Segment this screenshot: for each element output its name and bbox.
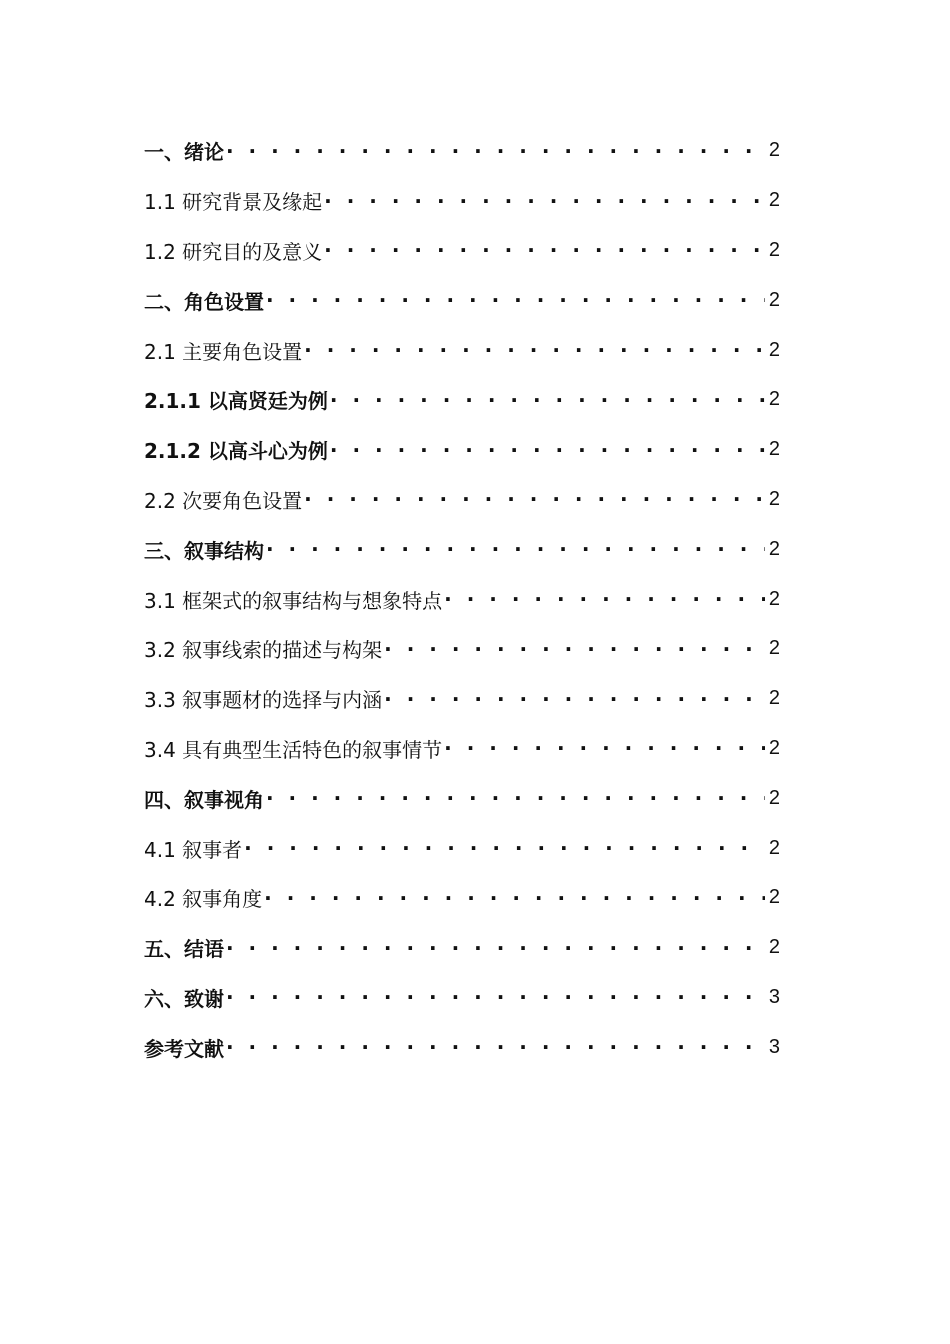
- toc-page-number: 2: [768, 687, 780, 710]
- toc-dot-leader: [266, 537, 765, 561]
- toc-entry[interactable]: [144, 773, 780, 823]
- toc-dot-leader: [324, 238, 765, 262]
- table-of-contents: [144, 126, 780, 1072]
- toc-entry[interactable]: [144, 275, 780, 325]
- toc-entry[interactable]: [144, 724, 780, 774]
- toc-entry[interactable]: [144, 574, 780, 624]
- toc-dot-leader: [226, 139, 765, 163]
- toc-page-number: 2: [768, 189, 780, 212]
- toc-page-number: 2: [768, 288, 780, 311]
- toc-page-number: 2: [768, 537, 780, 560]
- toc-entry[interactable]: [144, 873, 780, 923]
- toc-entry-title: 2.2 次要角色设置: [144, 488, 303, 513]
- toc-entry[interactable]: [144, 226, 780, 276]
- toc-entry[interactable]: [144, 325, 780, 375]
- toc-page-number: 2: [768, 388, 780, 411]
- toc-entry[interactable]: [144, 624, 780, 674]
- toc-dot-leader: [226, 936, 765, 960]
- toc-page-number: 3: [768, 1035, 780, 1058]
- toc-dot-leader: [444, 587, 765, 611]
- toc-dot-leader: [264, 886, 765, 910]
- toc-page-number: 2: [768, 338, 780, 361]
- toc-entry[interactable]: [144, 176, 780, 226]
- toc-dot-leader: [330, 388, 765, 412]
- toc-page-number: 2: [768, 487, 780, 510]
- toc-dot-leader: [244, 836, 765, 860]
- toc-entry-title: 四、叙事视角: [144, 787, 264, 812]
- toc-page-number: 2: [768, 637, 780, 660]
- toc-dot-leader: [324, 189, 765, 213]
- toc-entry-title: 三、叙事结构: [144, 538, 264, 563]
- toc-dot-leader: [330, 438, 765, 462]
- toc-page-number: 3: [768, 985, 780, 1008]
- toc-entry-title: 六、致谢: [144, 986, 224, 1011]
- toc-page-number: 2: [768, 736, 780, 759]
- toc-entry[interactable]: [144, 1022, 780, 1072]
- toc-entry-title: 3.2 叙事线索的描述与构架: [144, 638, 383, 663]
- toc-dot-leader: [384, 637, 765, 661]
- toc-dot-leader: [304, 338, 765, 362]
- toc-dot-leader: [226, 1035, 765, 1059]
- toc-entry[interactable]: [144, 425, 780, 475]
- toc-entry-title: 3.4 具有典型生活特色的叙事情节: [144, 737, 443, 762]
- toc-entry-title: 4.2 叙事角度: [144, 887, 263, 912]
- toc-dot-leader: [304, 487, 765, 511]
- toc-dot-leader: [444, 736, 765, 760]
- toc-page-number: 2: [768, 836, 780, 859]
- toc-dot-leader: [226, 985, 765, 1009]
- toc-page-number: 2: [768, 587, 780, 610]
- toc-entry[interactable]: [144, 126, 780, 176]
- toc-page-number: 2: [768, 936, 780, 959]
- toc-entry-title: 二、角色设置: [144, 289, 264, 314]
- toc-entry-title: 2.1.2 以高斗心为例: [144, 439, 328, 464]
- toc-entry-title: 参考文献: [144, 1036, 224, 1061]
- toc-entry-title: 3.1 框架式的叙事结构与想象特点: [144, 588, 443, 613]
- toc-dot-leader: [266, 288, 765, 312]
- toc-entry[interactable]: [144, 823, 780, 873]
- toc-entry-title: 2.1.1 以高贤廷为例: [144, 389, 328, 414]
- toc-entry-title: 五、结语: [144, 937, 224, 962]
- toc-entry-title: 1.2 研究目的及意义: [144, 239, 323, 264]
- toc-entry[interactable]: [144, 524, 780, 574]
- toc-entry[interactable]: [144, 375, 780, 425]
- toc-page-number: 2: [768, 886, 780, 909]
- toc-page-number: 2: [768, 139, 780, 162]
- toc-entry-title: 2.1 主要角色设置: [144, 339, 303, 364]
- toc-entry-title: 一、绪论: [144, 140, 224, 165]
- toc-page-number: 2: [768, 438, 780, 461]
- toc-dot-leader: [266, 786, 765, 810]
- toc-entry[interactable]: [144, 475, 780, 525]
- toc-dot-leader: [384, 687, 765, 711]
- toc-entry-title: 4.1 叙事者: [144, 837, 243, 862]
- toc-entry[interactable]: [144, 923, 780, 973]
- toc-entry-title: 3.3 叙事题材的选择与内涵: [144, 688, 383, 713]
- toc-page-number: 2: [768, 238, 780, 261]
- toc-entry[interactable]: [144, 674, 780, 724]
- toc-page-number: 2: [768, 786, 780, 809]
- toc-entry[interactable]: [144, 973, 780, 1023]
- toc-entry-title: 1.1 研究背景及缘起: [144, 190, 323, 215]
